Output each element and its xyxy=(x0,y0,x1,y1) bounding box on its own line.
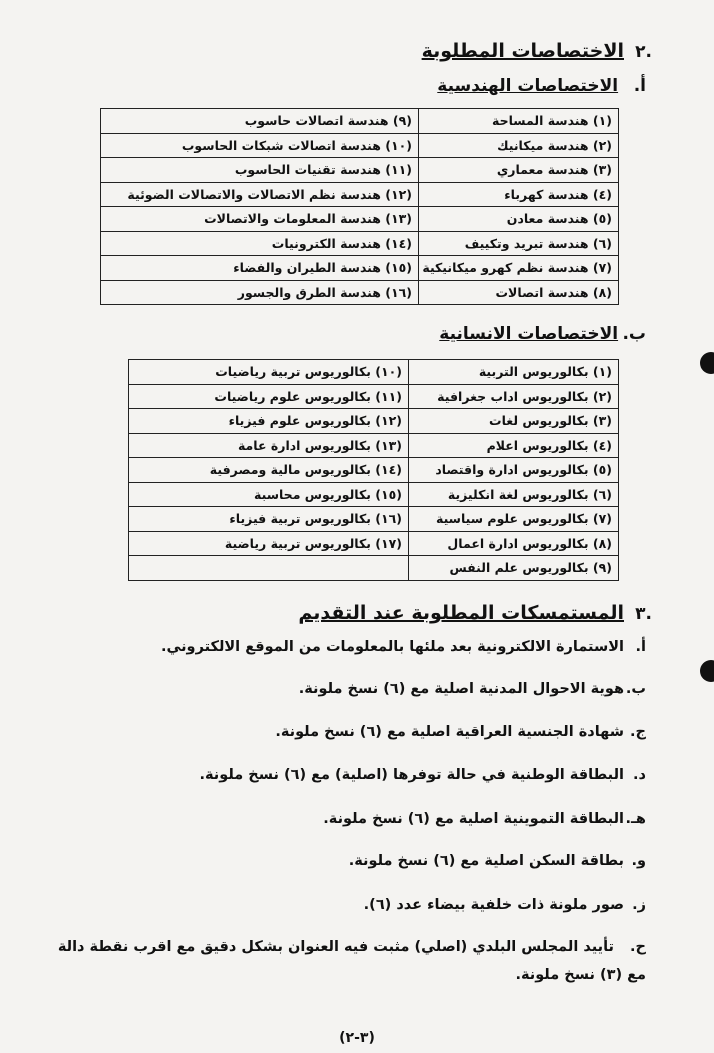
document-item-label: د. xyxy=(633,767,646,783)
engineering-title: الاختصاصات الهندسية xyxy=(437,76,619,96)
table-cell-right: (٢) بكالوريوس اداب جغرافية xyxy=(409,384,619,409)
section-3-title: المستمسكات المطلوبة عند التقديم xyxy=(298,602,624,624)
table-cell-left: (١٣) هندسة المعلومات والاتصالات xyxy=(101,207,419,232)
humanities-title: الاختصاصات الانسانية xyxy=(439,324,619,344)
table-row xyxy=(129,458,619,483)
table-cell-left: (١٥) هندسة الطيران والفضاء xyxy=(101,256,419,281)
table-row xyxy=(129,409,619,434)
table-cell-left: (١٣) بكالوريوس ادارة عامة xyxy=(129,433,409,458)
document-item xyxy=(40,806,646,834)
table-cell-left xyxy=(129,556,409,581)
document-item-text: صور ملونة ذات خلفية بيضاء عدد (٦). xyxy=(363,897,624,913)
table-row xyxy=(129,556,619,581)
humanities-label: ب. xyxy=(622,324,646,344)
document-item-text: هوية الاحوال المدنية اصلية مع (٦) نسخ ملونة. xyxy=(298,681,624,697)
table-cell-right: (٨) بكالوريوس ادارة اعمال xyxy=(409,531,619,556)
table-row xyxy=(129,384,619,409)
humanities-table xyxy=(128,359,619,581)
document-item-text: شهادة الجنسية العراقية اصلية مع (٦) نسخ ملونة. xyxy=(275,724,624,740)
table-cell-left: (١١) بكالوريوس علوم رياضيات xyxy=(129,384,409,409)
engineering-heading xyxy=(437,76,646,96)
table-cell-right: (٥) بكالوريوس ادارة واقتصاد xyxy=(409,458,619,483)
document-item xyxy=(40,934,646,989)
table-cell-right: (١) هندسة المساحة xyxy=(419,109,619,134)
page-number: (٣-٢) xyxy=(339,1030,375,1046)
table-cell-right: (٣) هندسة معماري xyxy=(419,158,619,183)
document-item xyxy=(40,676,646,704)
table-row xyxy=(101,158,619,183)
table-cell-right: (٣) بكالوريوس لغات xyxy=(409,409,619,434)
table-cell-left: (١٠) بكالوريوس تربية رياضيات xyxy=(129,360,409,385)
document-item xyxy=(40,892,646,920)
table-cell-right: (٦) بكالوريوس لغة انكليزية xyxy=(409,482,619,507)
document-item-label: ح. xyxy=(630,939,646,955)
table-row xyxy=(101,182,619,207)
table-row xyxy=(101,256,619,281)
table-cell-left: (١٦) بكالوريوس تربية فيزياء xyxy=(129,507,409,532)
engineering-table xyxy=(100,108,619,305)
document-item-text: تأييد المجلس البلدي (اصلي) مثبت فيه العنوان بشكل دقيق مع اقرب نقطة دالة مع (٣) نسخ ملونة. xyxy=(57,939,646,983)
table-cell-right: (٦) هندسة تبريد وتكييف xyxy=(419,231,619,256)
table-row xyxy=(129,531,619,556)
document-item xyxy=(40,719,646,747)
table-row xyxy=(101,109,619,134)
table-cell-right: (٧) هندسة نظم كهرو ميكانيكية xyxy=(419,256,619,281)
table-cell-left: (١٦) هندسة الطرق والجسور xyxy=(101,280,419,305)
table-cell-right: (٢) هندسة ميكانيك xyxy=(419,133,619,158)
table-cell-right: (٤) هندسة كهرباء xyxy=(419,182,619,207)
table-cell-left: (١١) هندسة تقنيات الحاسوب xyxy=(101,158,419,183)
table-cell-left: (١٧) بكالوريوس تربية رياضية xyxy=(129,531,409,556)
engineering-label: أ. xyxy=(633,76,646,96)
table-row xyxy=(101,133,619,158)
document-item-label: هـ. xyxy=(625,811,646,827)
document-item-label: ب. xyxy=(625,681,646,697)
document-item xyxy=(40,848,646,876)
document-item-text: الاستمارة الالكترونية بعد ملئها بالمعلومات من الموقع الالكتروني. xyxy=(160,639,624,655)
table-cell-left: (١٢) بكالوريوس علوم فيزياء xyxy=(129,409,409,434)
table-cell-left: (١٠) هندسة اتصالات شبكات الحاسوب xyxy=(101,133,419,158)
document-item-label: ج. xyxy=(630,724,646,740)
table-cell-right: (٩) بكالوريوس علم النفس xyxy=(409,556,619,581)
document-item xyxy=(40,762,646,790)
table-cell-left: (١٢) هندسة نظم الاتصالات والاتصالات الضوئية xyxy=(101,182,419,207)
binder-hole xyxy=(700,352,714,374)
table-cell-right: (٧) بكالوريوس علوم سياسية xyxy=(409,507,619,532)
document-item xyxy=(40,634,646,662)
table-cell-left: (١٤) هندسة الكترونيات xyxy=(101,231,419,256)
humanities-heading xyxy=(439,324,646,344)
table-row xyxy=(101,280,619,305)
table-cell-left: (١٤) بكالوريوس مالية ومصرفية xyxy=(129,458,409,483)
section-2-title: الاختصاصات المطلوبة xyxy=(421,40,624,62)
document-item-text: بطاقة السكن اصلية مع (٦) نسخ ملونة. xyxy=(348,853,624,869)
section-3-number: .٣ xyxy=(635,604,652,624)
document-item-text: البطاقة الوطنية في حالة توفرها (اصلية) مع (٦) نسخ ملونة. xyxy=(199,767,624,783)
table-row xyxy=(129,482,619,507)
table-cell-right: (٨) هندسة اتصالات xyxy=(419,280,619,305)
document-item-label: أ. xyxy=(635,639,646,655)
table-row xyxy=(129,360,619,385)
document-item-label: ز. xyxy=(632,897,646,913)
table-row xyxy=(101,207,619,232)
table-row xyxy=(129,433,619,458)
table-row xyxy=(129,507,619,532)
document-item-text: البطاقة التموينية اصلية مع (٦) نسخ ملونة. xyxy=(323,811,624,827)
section-2-number: .٢ xyxy=(635,42,652,62)
table-row xyxy=(101,231,619,256)
binder-hole xyxy=(700,660,714,682)
document-item-label: و. xyxy=(631,853,646,869)
table-cell-right: (٤) بكالوريوس اعلام xyxy=(409,433,619,458)
table-cell-right: (١) بكالوريوس التربية xyxy=(409,360,619,385)
table-cell-left: (١٥) بكالوريوس محاسبة xyxy=(129,482,409,507)
table-cell-left: (٩) هندسة اتصالات حاسوب xyxy=(101,109,419,134)
table-cell-right: (٥) هندسة معادن xyxy=(419,207,619,232)
